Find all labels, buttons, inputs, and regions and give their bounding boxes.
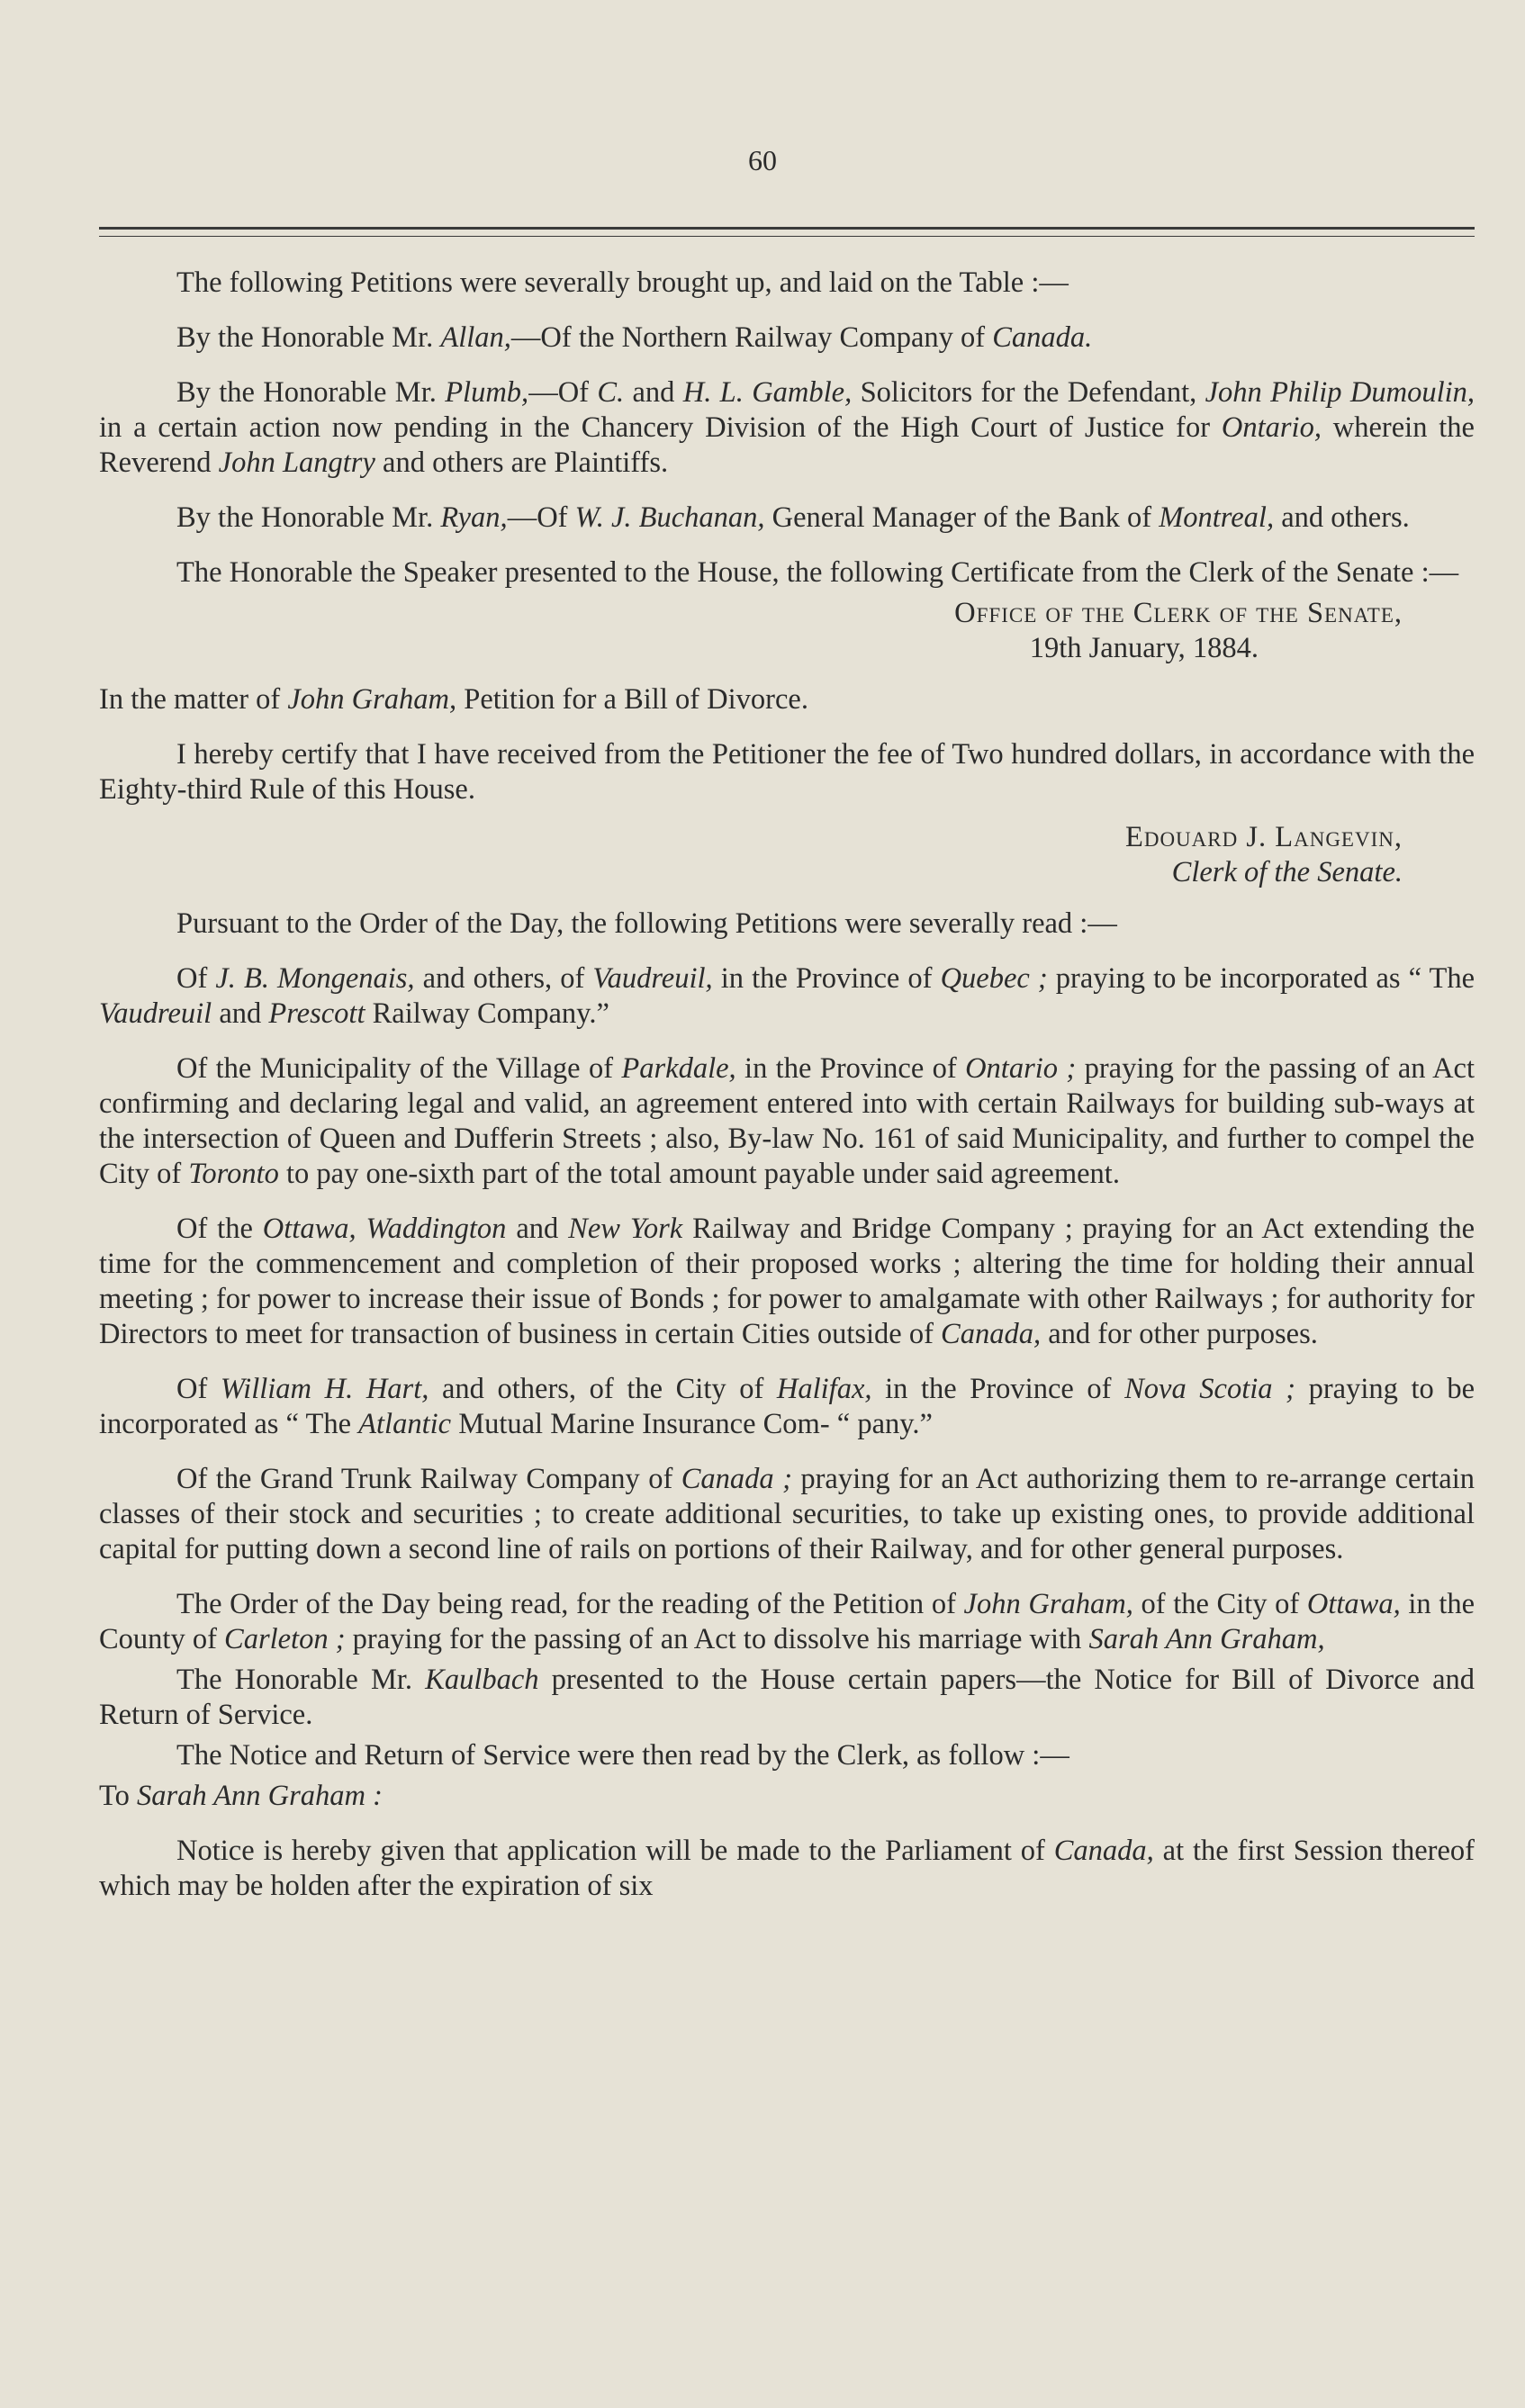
- paragraph-certify: I hereby certify that I have received from the Petitioner the fee of Two hundred dollars, in accordance with the Eighty-third Rule of this House.: [99, 738, 1475, 806]
- paragraph-speaker-certificate: The Honorable the Speaker presented to the House, the following Certificate from the Clerk of the Senate :—: [176, 556, 1459, 589]
- certificate-date: 19th January, 1884.: [1029, 632, 1259, 664]
- signature-title: Clerk of the Senate.: [1171, 856, 1403, 888]
- paragraph-allan: By the Honorable Mr. Allan,—Of the Northern Railway Company of Canada.: [176, 321, 1093, 354]
- paragraph-ryan: By the Honorable Mr. Ryan,—Of W. J. Buchanan, General Manager of the Bank of Montreal, and others.: [176, 501, 1410, 534]
- paragraph-hart: Of William H. Hart, and others, of the City of Halifax, in the Province of Nova Scotia ; praying to be incorporated as “ The Atlantic Mutual Marine Insurance Com- “ pany.”: [99, 1373, 1475, 1440]
- paragraph-mongenais: Of J. B. Mongenais, and others, of Vaudreuil, in the Province of Quebec ; praying to be incorporated as “ The Vaudreuil and Prescott Railway Company.”: [99, 962, 1475, 1030]
- paragraph-grand-trunk: Of the Grand Trunk Railway Company of Canada ; praying for an Act authorizing them to re-arrange certain classes of their stock and securities ; to create additional securities, to take up existing ones, to provide additional capital for putting down a second line of rails on portions of their Railway, and for other general purposes.: [99, 1463, 1475, 1565]
- header-rule-thick: [99, 227, 1475, 230]
- paragraph-parkdale: Of the Municipality of the Village of Parkdale, in the Province of Ontario ; praying for the passing of an Act confirming and declaring legal and valid, an agreement entered into with certain Railways for building sub-ways at the intersection of Queen and Dufferin Streets ; also, By-law No. 161 of said Municipality, and further to compel the City of Toronto to pay one-sixth part of the total amount payable under said agreement.: [99, 1052, 1475, 1190]
- paragraph-plumb: By the Honorable Mr. Plumb,—Of C. and H. L. Gamble, Solicitors for the Defendant, John Philip Dumoulin, in a certain action now pending in the Chancery Division of the High Court of Justice for Ontario, wherein the Reverend John Langtry and others are Plaintiffs.: [99, 376, 1475, 479]
- paragraph-matter: In the matter of John Graham, Petition for a Bill of Divorce.: [99, 683, 808, 716]
- document-body: [99, 266, 1475, 1924]
- paragraph-to-sarah: To Sarah Ann Graham :: [99, 1780, 383, 1812]
- paragraph-petitions-brought-up: The following Petitions were severally brought up, and laid on the Table :—: [176, 266, 1069, 299]
- paragraph-notice-read: The Notice and Return of Service were then read by the Clerk, as follow :—: [176, 1739, 1069, 1772]
- page-number: 60: [748, 144, 777, 176]
- paragraph-kaulbach: The Honorable Mr. Kaulbach presented to the House certain papers—the Notice for Bill of Divorce and Return of Service.: [99, 1664, 1475, 1731]
- certificate-office: Office of the Clerk of the Senate,: [954, 597, 1403, 629]
- paragraph-notice-given: Notice is hereby given that application will be made to the Parliament of Canada, at the first Session thereof which may be holden after the expiration of six: [99, 1835, 1475, 1902]
- header-rule-thin: [99, 236, 1475, 237]
- signature-name: Edouard J. Langevin,: [1124, 821, 1403, 853]
- paragraph-pursuant: Pursuant to the Order of the Day, the following Petitions were severally read :—: [176, 907, 1117, 940]
- paragraph-order-of-day: The Order of the Day being read, for the reading of the Petition of John Graham, of the City of Ottawa, in the County of Carleton ; praying for the passing of an Act to dissolve his marriage with Sarah Ann Graham,: [99, 1588, 1475, 1655]
- paragraph-ottawa-railway: Of the Ottawa, Waddington and New York Railway and Bridge Company ; praying for an Act extending the time for the commencement and completion of their proposed works ; altering the time for holding their annual meeting ; for power to increase their issue of Bonds ; for power to amalgamate with other Railways ; for authority for Directors to meet for transaction of business in certain Cities outside of Canada, and for other purposes.: [99, 1213, 1475, 1350]
